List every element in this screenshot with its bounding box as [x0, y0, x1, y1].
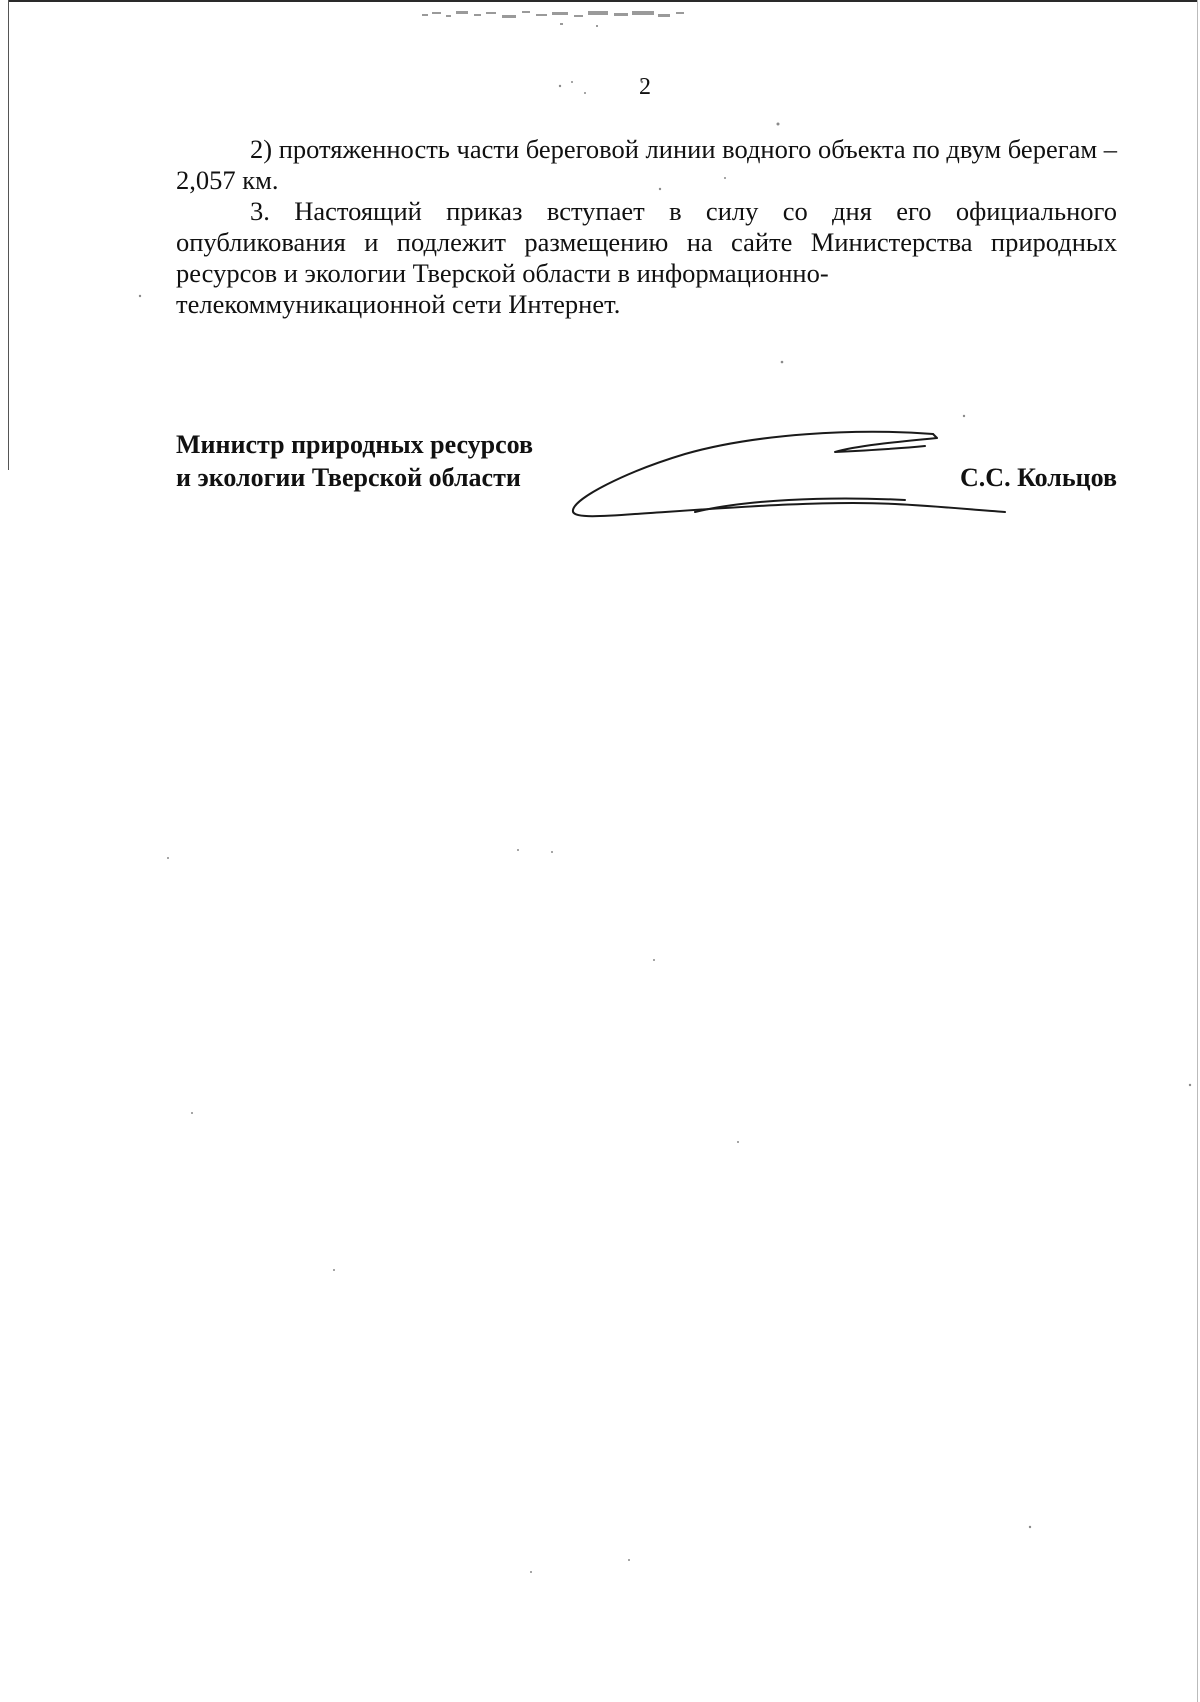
paragraph-item-3-end: телекоммуникационной сети Интернет.: [176, 289, 621, 319]
page-number: 2: [639, 74, 651, 100]
paragraph-item-2: 2) протяженность части береговой линии водного объекта по двум берегам – 2,057 км.: [176, 134, 1117, 195]
signatory-title-line-2: и экологии Тверской области: [176, 463, 521, 492]
signatory-name: С.С. Кольцов: [960, 463, 1117, 492]
paragraph-item-3: 3. Настоящий приказ вступает в силу со дня его официального опубликования и подлежит размещению на сайте Министерства природных ресурсов и экологии Тверской области в информационно-: [176, 196, 1117, 288]
signatory-title-line-1: Министр природных ресурсов: [176, 430, 534, 459]
signatory-title: [176, 428, 533, 494]
handwritten-signature: [565, 420, 1025, 520]
order-body: [176, 134, 1117, 320]
